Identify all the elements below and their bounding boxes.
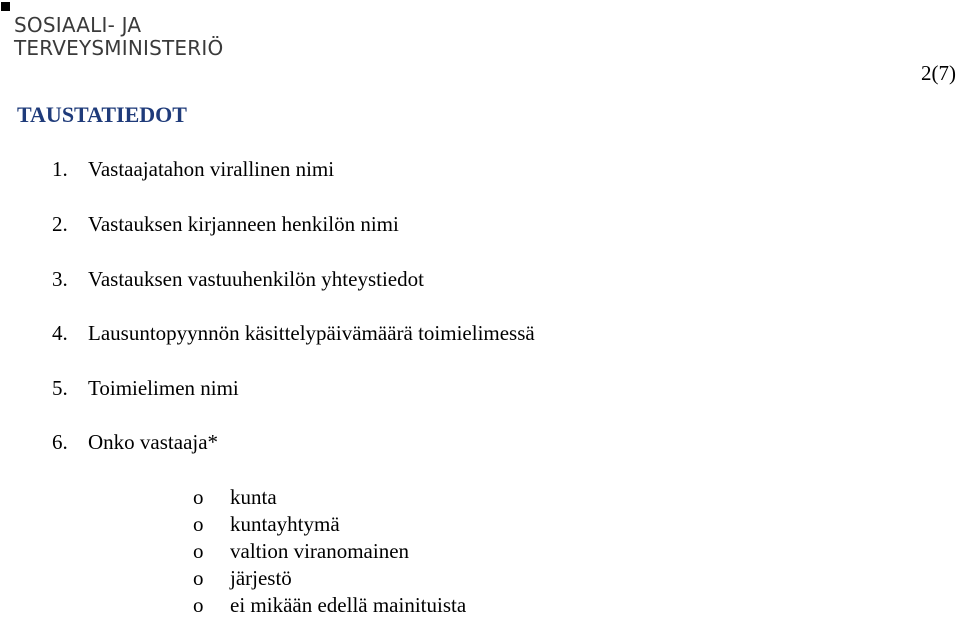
question-number: 1.: [52, 157, 68, 181]
question-item: [52, 376, 239, 400]
question-number: 2.: [52, 212, 68, 236]
option-item: [193, 485, 277, 509]
question-text: Lausuntopyynnön käsittelypäivämäärä toimielimessä: [88, 321, 535, 345]
option-bullet: o: [193, 539, 204, 563]
logo-line-1: SOSIAALI- JA: [14, 13, 142, 37]
option-bullet: o: [193, 485, 204, 509]
question-text: Vastauksen kirjanneen henkilön nimi: [88, 212, 399, 236]
question-item: [52, 321, 535, 345]
option-item: [193, 566, 292, 590]
ministry-logo: [14, 14, 223, 60]
option-text: ei mikään edellä mainituista: [230, 593, 467, 617]
question-item: [52, 212, 399, 236]
question-number: 4.: [52, 321, 68, 345]
question-text: Vastauksen vastuuhenkilön yhteystiedot: [88, 267, 424, 291]
section-heading: TAUSTATIEDOT: [17, 102, 187, 127]
option-item: [193, 512, 340, 536]
question-item: [52, 430, 218, 454]
corner-marker: [1, 2, 10, 11]
option-item: [193, 539, 409, 563]
option-item: [193, 593, 466, 617]
option-text: valtion viranomainen: [230, 539, 410, 563]
option-text: järjestö: [230, 566, 292, 590]
question-text: Toimielimen nimi: [88, 376, 239, 400]
option-bullet: o: [193, 512, 204, 536]
question-number: 5.: [52, 376, 68, 400]
question-number: 6.: [52, 430, 68, 454]
option-bullet: o: [193, 593, 204, 617]
question-text: Vastaajatahon virallinen nimi: [88, 157, 335, 181]
question-item: [52, 267, 424, 291]
option-text: kunta: [230, 485, 277, 509]
page-number: 2(7): [921, 61, 956, 85]
question-number: 3.: [52, 267, 68, 291]
logo-line-2: TERVEYSMINISTERIÖ: [14, 36, 224, 60]
option-bullet: o: [193, 566, 204, 590]
question-text: Onko vastaaja*: [88, 430, 219, 454]
question-item: [52, 157, 334, 181]
option-text: kuntayhtymä: [230, 512, 340, 536]
